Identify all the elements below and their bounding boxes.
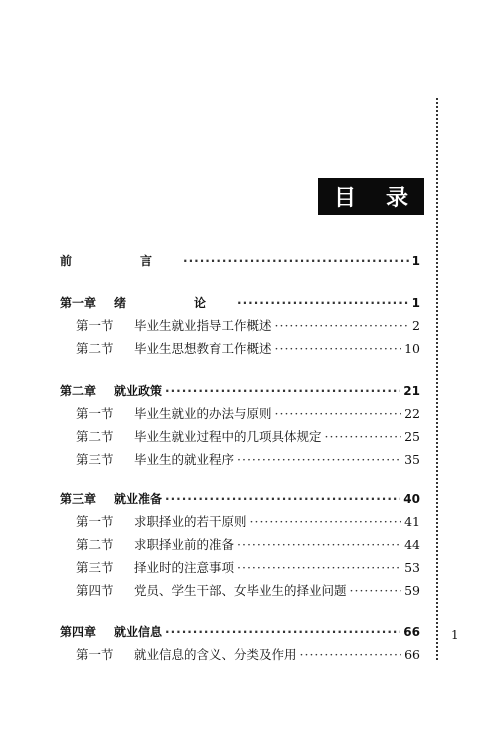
entry-number: 第二章 <box>60 384 97 398</box>
toc-entry-section[interactable] <box>60 534 420 556</box>
entry-page: 1 <box>411 296 420 310</box>
entry-number: 第二节 <box>76 429 114 444</box>
toc-entry-section[interactable] <box>60 511 420 533</box>
entry-page: 59 <box>404 583 420 598</box>
page-folio-number: 1 <box>451 628 459 642</box>
entry-page: 44 <box>404 537 420 552</box>
entry-number: 第二节 <box>76 341 114 356</box>
toc-entry-section[interactable] <box>60 315 420 337</box>
entry-number: 第一节 <box>76 406 114 421</box>
leader-dots <box>275 315 409 337</box>
toc-entry-chapter-3[interactable] <box>60 488 420 510</box>
entry-page: 35 <box>404 452 420 467</box>
leader-dots <box>237 449 401 471</box>
toc-entry-section[interactable] <box>60 580 420 602</box>
leader-dots <box>237 292 409 314</box>
entry-title: 绪 论 <box>114 296 235 310</box>
leader-dots <box>237 534 401 556</box>
entry-number: 第四节 <box>76 583 114 598</box>
entry-page: 53 <box>404 560 420 575</box>
toc-entry-chapter-4[interactable] <box>60 621 420 643</box>
entry-title: 求职择业的若干原则 <box>134 514 247 529</box>
entry-title: 党员、学生干部、女毕业生的择业问题 <box>134 583 347 598</box>
leader-dots <box>165 380 400 402</box>
toc-entry-chapter-1[interactable] <box>60 292 420 314</box>
entry-number: 第三章 <box>60 492 97 506</box>
entry-title: 毕业生的就业程序 <box>134 452 235 467</box>
entry-page: 25 <box>404 429 420 444</box>
toc-title-char-1: 目 <box>334 186 357 211</box>
toc-entry-preface[interactable] <box>60 250 420 272</box>
entry-page: 66 <box>404 647 420 662</box>
leader-dots <box>237 557 401 579</box>
leader-dots <box>325 426 402 448</box>
entry-page: 2 <box>412 318 420 333</box>
entry-title: 毕业生就业过程中的几项具体规定 <box>134 429 322 444</box>
entry-title: 就业信息 <box>114 625 163 639</box>
entry-page: 40 <box>403 492 420 506</box>
entry-title: 前 言 <box>60 254 181 268</box>
leader-dots <box>250 511 402 533</box>
leader-dots <box>165 488 400 510</box>
leader-dots <box>275 338 402 360</box>
entry-page: 66 <box>403 625 420 639</box>
entry-page: 1 <box>411 254 420 268</box>
entry-number: 第四章 <box>60 625 97 639</box>
entry-title: 就业政策 <box>114 384 163 398</box>
entry-page: 10 <box>404 341 420 356</box>
entry-number: 第一章 <box>60 296 97 310</box>
entry-title: 求职择业前的准备 <box>134 537 235 552</box>
entry-number: 第三节 <box>76 452 114 467</box>
toc-entry-section[interactable] <box>60 644 420 666</box>
leader-dots <box>350 580 402 602</box>
leader-dots <box>165 621 400 643</box>
entry-title: 毕业生就业指导工作概述 <box>134 318 272 333</box>
toc-title-char-2: 录 <box>385 186 408 211</box>
toc-entry-section[interactable] <box>60 557 420 579</box>
entry-title: 就业信息的含义、分类及作用 <box>134 647 297 662</box>
entry-title: 毕业生就业的办法与原则 <box>134 406 272 421</box>
entry-number: 第一节 <box>76 318 114 333</box>
toc-entry-section[interactable] <box>60 449 420 471</box>
toc-entry-chapter-2[interactable] <box>60 380 420 402</box>
leader-dots <box>300 644 402 666</box>
leader-dots <box>275 403 402 425</box>
entry-title: 就业准备 <box>114 492 163 506</box>
toc-entry-section[interactable] <box>60 338 420 360</box>
toc-entry-section[interactable] <box>60 403 420 425</box>
toc-entry-section[interactable] <box>60 426 420 448</box>
entry-number: 第一节 <box>76 647 114 662</box>
toc-title <box>318 178 424 215</box>
entry-number: 第二节 <box>76 537 114 552</box>
entry-title: 毕业生思想教育工作概述 <box>134 341 272 356</box>
entry-title: 择业时的注意事项 <box>134 560 235 575</box>
entry-page: 21 <box>403 384 420 398</box>
page-edge-dotted-line <box>436 98 438 660</box>
leader-dots <box>183 250 409 272</box>
entry-page: 22 <box>404 406 420 421</box>
entry-number: 第三节 <box>76 560 114 575</box>
entry-number: 第一节 <box>76 514 114 529</box>
entry-page: 41 <box>404 514 420 529</box>
